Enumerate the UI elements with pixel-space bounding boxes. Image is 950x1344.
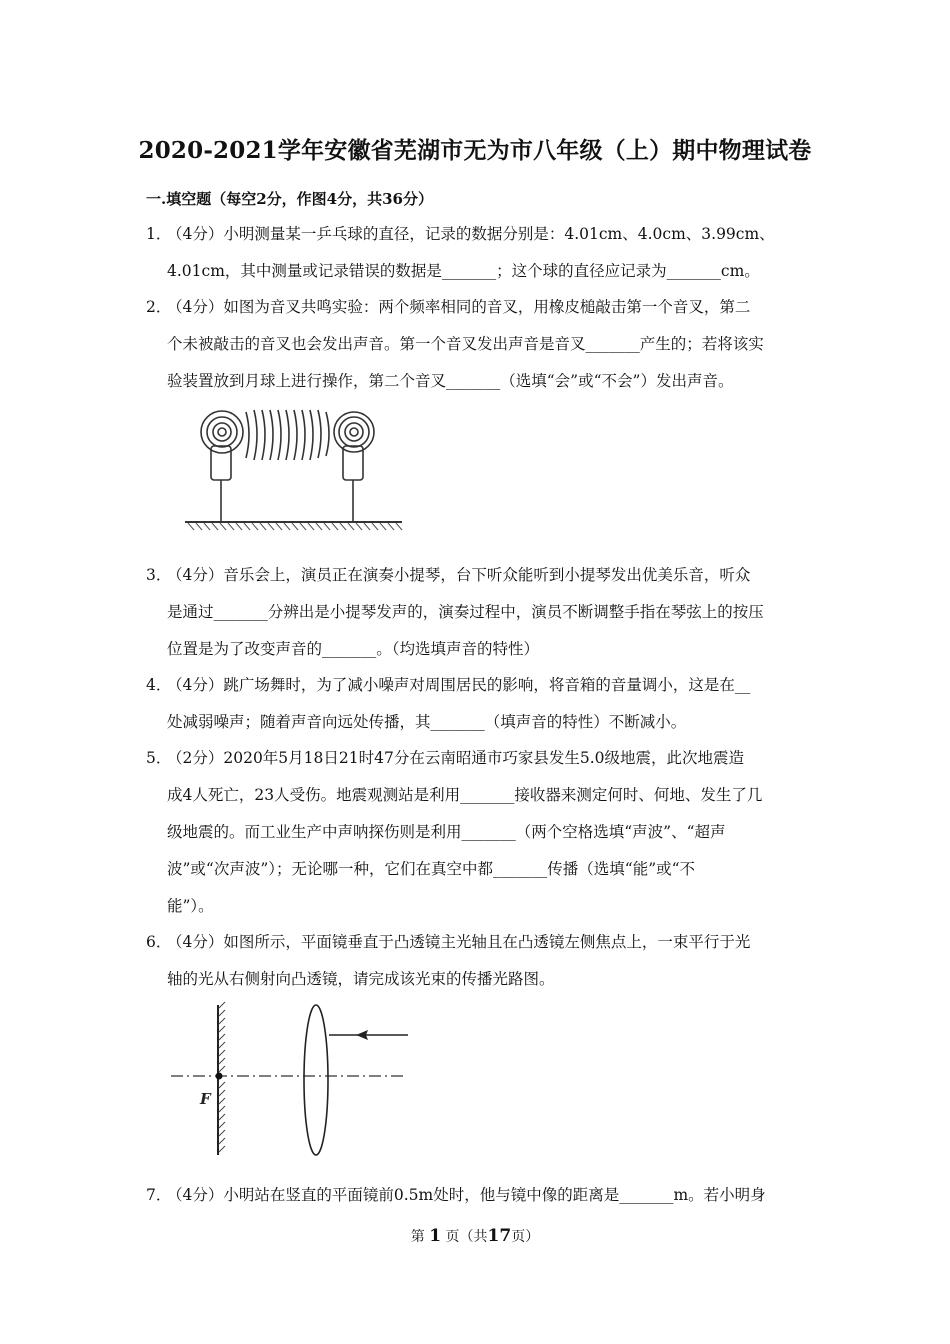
question-line: 能”）。 bbox=[167, 897, 214, 915]
question-4 bbox=[146, 667, 808, 741]
question-line: （4分）小明测量某一乒乓球的直径，记录的数据分别是：4.01cm、4.0cm、3.99cm、 bbox=[167, 225, 775, 243]
question-number: 5． bbox=[146, 749, 172, 767]
question-number: 2． bbox=[146, 298, 172, 316]
question-2 bbox=[146, 289, 808, 400]
question-line: （4分）如图所示，平面镜垂直于凸透镜主光轴且在凸透镜左侧焦点上，一束平行于光 bbox=[167, 933, 751, 951]
footer-suffix: 页） bbox=[511, 1229, 540, 1245]
question-line: 波”或“次声波”）；无论哪一种，它们在真空中都_______传播（选填“能”或“不 bbox=[167, 860, 696, 878]
question-line: 4.01cm，其中测量或记录错误的数据是_______；这个球的直径应记录为_______cm。 bbox=[167, 262, 760, 280]
tuning-fork-figure bbox=[180, 402, 455, 542]
page-footer bbox=[0, 1226, 950, 1246]
question-line: 轴的光从右侧射向凸透镜，请完成该光束的传播光路图。 bbox=[167, 970, 555, 988]
footer-total-pages: 17 bbox=[487, 1226, 512, 1246]
focus-label: F bbox=[200, 1090, 211, 1108]
question-line: （4分）如图为音叉共鸣实验：两个频率相同的音叉，用橡皮槌敲击第一个音叉，第二 bbox=[167, 298, 751, 316]
question-number: 3． bbox=[146, 566, 172, 584]
question-7 bbox=[146, 1177, 808, 1214]
question-line: 个未被敲击的音叉也会发出声音。第一个音叉发出声音是音叉_______产生的；若将该实 bbox=[167, 335, 764, 353]
question-line: 成4人死亡，23人受伤。地震观测站是利用_______接收器来测定何时、何地、发生了几 bbox=[167, 786, 763, 804]
footer-page-number: 1 bbox=[429, 1226, 442, 1246]
question-number: 6． bbox=[146, 933, 172, 951]
question-5 bbox=[146, 740, 808, 925]
question-line: 位置是为了改变声音的_______。（均选填声音的特性） bbox=[167, 640, 540, 658]
question-line: （4分）音乐会上，演员正在演奏小提琴，台下听众能听到小提琴发出优美乐音，听众 bbox=[167, 566, 751, 584]
question-line: 验装置放到月球上进行操作，第二个音叉_______（选填“会”或“不会”）发出声音。 bbox=[167, 372, 734, 390]
question-3 bbox=[146, 557, 808, 668]
question-6 bbox=[146, 924, 808, 998]
question-line: 级地震的。而工业生产中声呐探伤则是利用_______（两个空格选填“声波”、“超声 bbox=[167, 823, 726, 841]
footer-middle: 页（共 bbox=[445, 1229, 488, 1245]
question-line: （4分）小明站在竖直的平面镜前0.5m处时，他与镜中像的距离是_______m。若小明身 bbox=[167, 1186, 766, 1204]
page-title: 2020-2021学年安徽省芜湖市无为市八年级（上）期中物理试卷 bbox=[138, 137, 812, 164]
question-1 bbox=[146, 216, 808, 290]
question-line: （2分）2020年5月18日21时47分在云南昭通市巧家县发生5.0级地震，此次地震造 bbox=[167, 749, 744, 767]
question-line: （4分）跳广场舞时，为了减小噪声对周围居民的影响，将音箱的音量调小，这是在__ bbox=[167, 676, 751, 694]
question-number: 7． bbox=[146, 1186, 172, 1204]
question-number: 1． bbox=[146, 225, 172, 243]
section-heading: 一.填空题（每空2分，作图4分，共36分） bbox=[146, 190, 433, 208]
footer-prefix: 第 bbox=[410, 1229, 425, 1245]
question-number: 4． bbox=[146, 676, 172, 694]
question-line: 是通过_______分辨出是小提琴发声的，演奏过程中，演员不断调整手指在琴弦上的按压 bbox=[167, 603, 764, 621]
mirror-lens-figure bbox=[168, 1000, 413, 1160]
question-line: 处减弱噪声；随着声音向远处传播，其_______（填声音的特性）不断减小。 bbox=[167, 713, 687, 731]
